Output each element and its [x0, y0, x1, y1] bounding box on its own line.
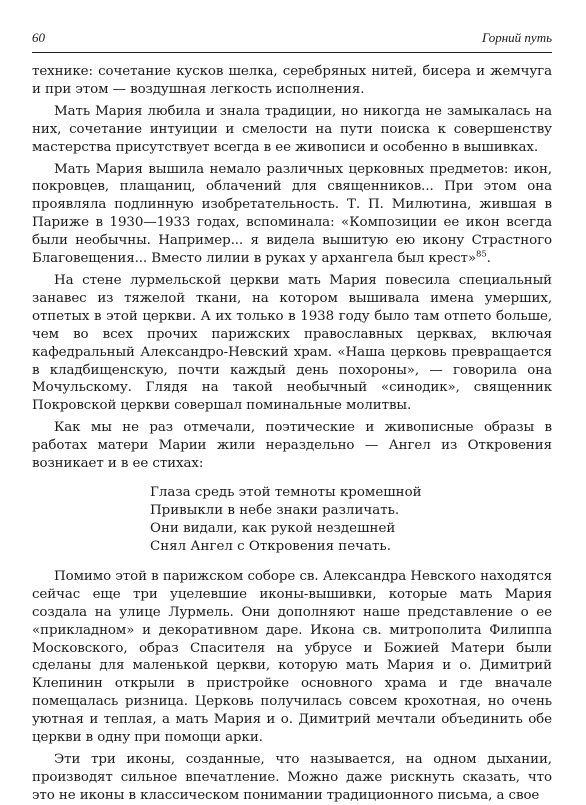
paragraph: [32, 161, 552, 268]
paragraph: Помимо этой в парижском соборе св. Александра Невского находятся сейчас еще три уцелевшие иконы-вышивки, которые мать Мария создала на улице Лурмель. Они дополняют наше представление о ее «прикладном» и декоративном даре. Икона св. митрополита Филиппа Московского, образ Спасителя на убрусе и Божией Матери были сделаны для маленькой церкви, которую мать Мария и о. Димитрий Клепинин открыли в пристройке основного храма и где вначале помещалась ризница. Церковь получилась совсем крохотная, но очень уютная и теплая, а мать Мария и о. Димитрий мечтали объединить обе церкви в одну при помощи арки.: [32, 568, 552, 746]
header-rule: [32, 52, 552, 53]
page-header: [32, 30, 552, 46]
running-title: Горний путь: [482, 30, 552, 45]
poem-line: Привыкли в небе знаки различать.: [150, 502, 400, 518]
poem-line: Глаза средь этой темноты кромешной: [150, 484, 422, 500]
main-text: [32, 63, 552, 805]
poem-line: Снял Ангел с Откровения печать.: [150, 538, 391, 554]
page-number: 60: [32, 30, 45, 45]
paragraph: Как мы не раз отмечали, поэтические и живописные образы в работах матери Марии жили нераздельно — Ангел из Откровения возникает и в ее стихах:: [32, 420, 552, 472]
poem-line: Они видали, как рукой нездешней: [150, 520, 396, 536]
paragraph-end: .: [486, 251, 491, 267]
paragraph-text: Мать Мария вышила немало различных церковных предметов: икон, покровцев, плащаниц, облачений для священников... При этом она проявляла подлинную изобретательность. Т. П. Милютина, жившая в Париже в 1930—1933 годах, вспоминала: «Композиции ее икон всегда были необычны. Например... я видела вышитую ею икону Страстного Благовещения... Вместо лилии в руках у архангела был крест»: [32, 161, 552, 267]
paragraph: технике: сочетание кусков шелка, серебряных нитей, бисера и жемчуга и при этом — воздушная легкость исполнения.: [32, 64, 552, 97]
paragraph: Эти три иконы, созданные, что называется, на одном дыхании, производят сильное впечатление. Можно даже рискнуть сказать, что это не иконы в классическом понимании традиционного письма, а свое: [32, 752, 552, 803]
paragraph: На стене лурмельской церкви мать Мария повесила специальный занавес из тяжелой ткани, на котором вышивала имена умерших, отпетых в этой церкви. А их только в 1938 году было там отпето больше, чем во всех прочих парижских православных церквах, включая кафедральный Александро-Невский храм. «Наша церковь превращается в кладбищенскую, почти каждый день похороны», — говорила она Мочульскому. Глядя на такой необычный «синодик», священник Покровской церкви совершал поминальные молитвы.: [32, 272, 552, 414]
poem-quote: [150, 484, 552, 556]
footnote-ref: 85: [476, 249, 487, 260]
paragraph: Мать Мария любила и знала традиции, но никогда не замыкалась на них, сочетание интуиции и смелости на пути поиска к совершенству мастерства присутствует всегда в ее живописи и особенно в вышивках.: [32, 103, 552, 155]
